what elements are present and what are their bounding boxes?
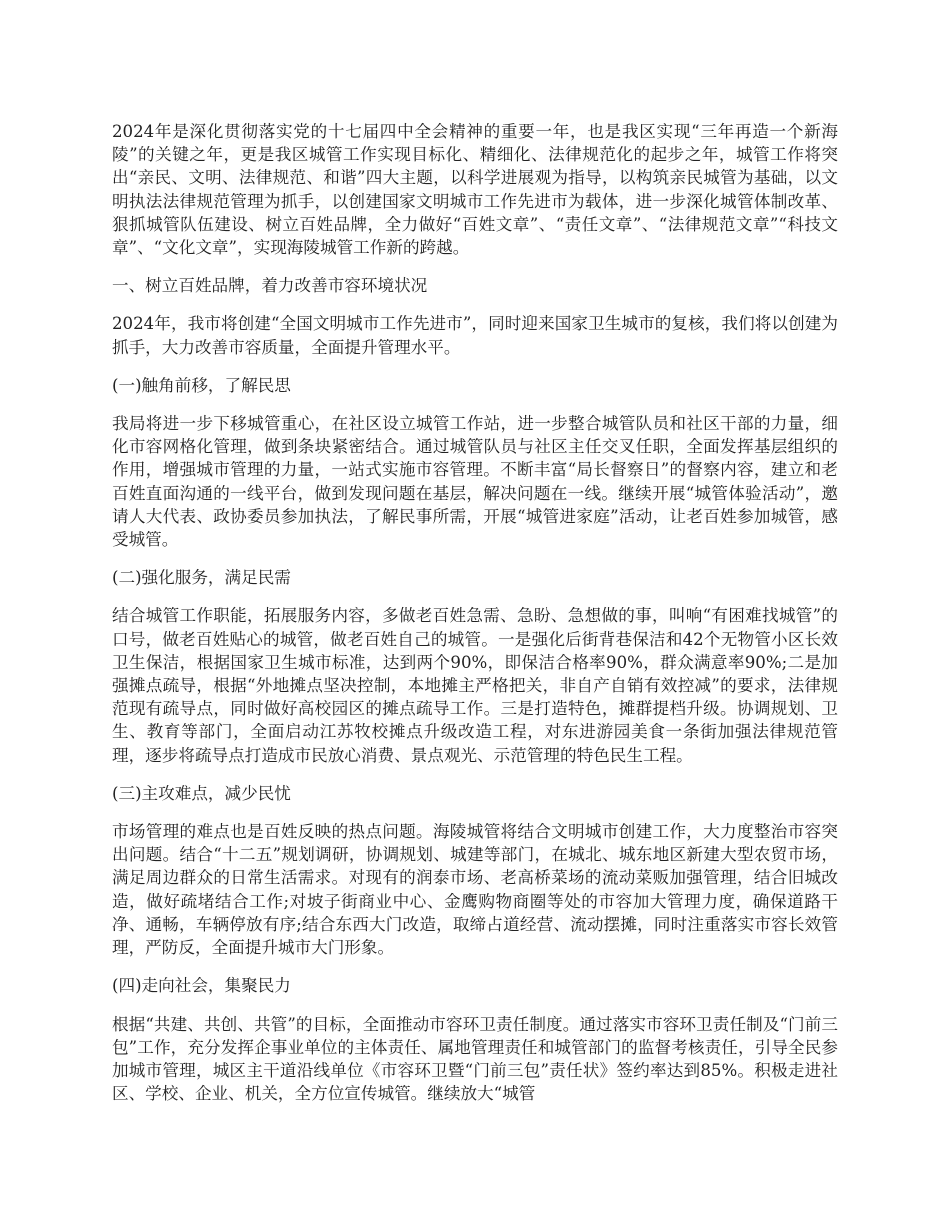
- intro-paragraph: 2024年是深化贯彻落实党的十七届四中全会精神的重要一年，也是我区实现“三年再造一个新海陵”的关键之年，更是我区城管工作实现目标化、精细化、法律规范化的起步之年，城管工作将突出“亲民、文明、法律规范、和谐”四大主题，以科学进展观为指导，以构筑亲民城管为基础，以文明执法法律规范管理为抓手，以创建国家文明城市工作先进市为载体，进一步深化城管体制改革、狠抓城管队伍建设、树立百姓品牌，全力做好“百姓文章”、“责任文章”、“法律规范文章”“科技文章”、“文化文章”，实现海陵城管工作新的跨越。: [112, 122, 838, 258]
- subsection-heading-3: (三)主攻难点，减少民忧: [112, 783, 291, 803]
- section-heading-1: 一、树立百姓品牌，着力改善市容环境状况: [112, 276, 428, 296]
- subsection-3-paragraph: 市场管理的难点也是百姓反映的热点问题。海陵城管将结合文明城市创建工作，大力度整治市容突出问题。结合“十二五”规划调研，协调规划、城建等部门，在城北、城东地区新建大型农贸市场，满足周边群众的日常生活需求。对现有的润泰市场、老高桥菜场的流动菜贩加强管理，结合旧城改造，做好疏堵结合工作;对坡子街商业中心、金鹰购物商圈等处的市容加大管理力度，确保道路干净、通畅，车辆停放有序;结合东西大门改造，取缔占道经营、流动摆摊，同时注重落实市容长效管理，严防反，全面提升城市大门形象。: [112, 822, 838, 958]
- subsection-heading-4: (四)走向社会，集聚民力: [112, 976, 291, 996]
- subsection-4-paragraph: 根据“共建、共创、共管”的目标，全面推动市容环卫责任制度。通过落实市容环卫责任制及“门前三包”工作，充分发挥企事业单位的主体责任、属地管理责任和城管部门的监督考核责任，引导全民参加城市管理，城区主干道沿线单位《市容环卫暨“门前三包”责任状》签约率达到85%。积极走进社区、学校、企业、机关，全方位宣传城管。继续放大“城管: [112, 1014, 838, 1104]
- subsection-1-paragraph: 我局将进一步下移城管重心，在社区设立城管工作站，进一步整合城管队员和社区干部的力量，细化市容网格化管理，做到条块紧密结合。通过城管队员与社区主任交叉任职，全面发挥基层组织的作用，增强城市管理的力量，一站式实施市容管理。不断丰富“局长督察日”的督察内容，建立和老百姓直面沟通的一线平台，做到发现问题在基层，解决问题在一线。继续开展“城管体验活动”，邀请人大代表、政协委员参加执法，了解民事所需，开展“城管进家庭”活动，让老百姓参加城管，感受城管。: [112, 414, 838, 550]
- subsection-heading-1: (一)触角前移，了解民思: [112, 375, 291, 395]
- subsection-2-paragraph: 结合城管工作职能，拓展服务内容，多做老百姓急需、急盼、急想做的事，叫响“有困难找城管”的口号，做老百姓贴心的城管，做老百姓自己的城管。一是强化后街背巷保洁和42个无物管小区长效卫生保洁，根据国家卫生城市标准，达到两个90%，即保洁合格率90%，群众满意率90%;二是加强摊点疏导，根据“外地摊点坚决控制，本地摊主严格把关，非自产自销有效控减”的要求，法律规范现有疏导点，同时做好高校园区的摊点疏导工作。三是打造特色，摊群提档升级。协调规划、卫生、教育等部门，全面启动江苏牧校摊点升级改造工程，对东进游园美食一条街加强法律规范管理，逐步将疏导点打造成市民放心消费、景点观光、示范管理的特色民生工程。: [112, 606, 838, 765]
- section-1-paragraph: 2024年，我市将创建“全国文明城市工作先进市”，同时迎来国家卫生城市的复核，我们将以创建为抓手，大力改善市容质量，全面提升管理水平。: [112, 314, 838, 357]
- subsection-heading-2: (二)强化服务，满足民需: [112, 568, 291, 588]
